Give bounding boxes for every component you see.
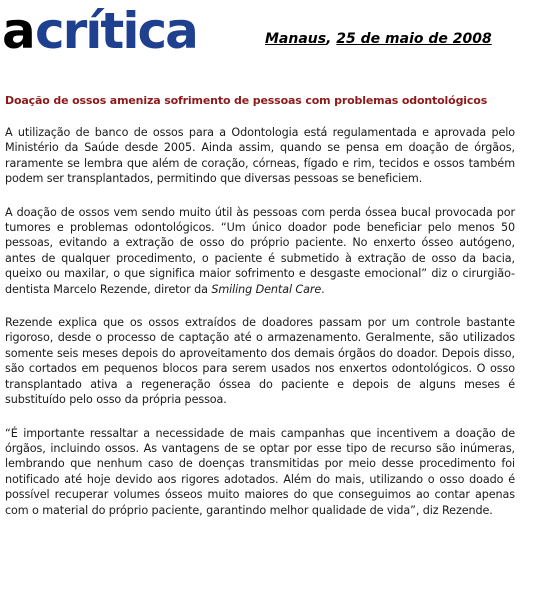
company-name: Smiling Dental Care bbox=[211, 282, 322, 296]
logo-wordmark-rest: crítica bbox=[35, 2, 197, 60]
dateline-city: Manaus bbox=[265, 31, 327, 47]
article-body bbox=[5, 125, 515, 536]
dateline: Manaus, 25 de maio de 2008 bbox=[265, 31, 492, 47]
logo-letter-a: a bbox=[2, 2, 34, 60]
article-paragraph-4: “É importante ressaltar a necessidade de mais campanhas que incentivem a doação de órgãos, incluindo ossos. As vantagens de se optar por esse tipo de recurso são inúmeras, lembrando que nenhum caso de doenças transmitidas por meio desse procedimento foi notificado até hoje devido aos rigores adotados. Além do mais, utilizando o osso doado é possível recuperar volumes ósseos muito maiores do que conseguimos ao contar apenas com o material do próprio paciente, garantindo melhor qualidade de vida”, diz Rezende. bbox=[5, 426, 515, 517]
article-paragraph-3: Rezende explica que os ossos extraídos de doadores passam por um controle bastante rigoroso, desde o processo de captação até o armazenamento. Geralmente, são utilizados somente seis meses depois do aproveitamento dos demais órgãos do doador. Depois disso, são cortados em pequenos blocos para serem usados nos enxertos odontológicos. O osso transplantado ativa a regeneração óssea do paciente e depois de alguns meses é substituído pelo osso da própria pessoa. bbox=[5, 316, 515, 407]
article-paragraph-2-text: A doação de ossos vem sendo muito útil às pessoas com perda óssea bucal provocada por tumores e problemas odontológicos. “Um único doador pode beneficiar pelo menos 50 pessoas, evitando a extração de osso do próprio paciente. No enxerto ósseo autógeno, antes de qualquer procedimento, o paciente é submetido à extração de osso da bacia, queixo ou maxilar, o que significa maior sofrimento e desgaste emocional” diz o cirurgião-dentista Marcelo Rezende, diretor da bbox=[5, 205, 515, 296]
article-paragraph-1: A utilização de banco de ossos para a Odontologia está regulamentada e aprovada pelo Ministério da Saúde desde 2005. Ainda assim, quando se pensa em doação de órgãos, raramente se lembra que além de coração, córneas, fígado e rim, tecidos e ossos também podem ser transplantados, permitindo que diversas pessoas se beneficiem. bbox=[5, 126, 515, 186]
article-paragraph-2 bbox=[5, 205, 515, 297]
article-headline: Doação de ossos ameniza sofrimento de pessoas com problemas odontológicos bbox=[5, 94, 488, 107]
newspaper-logo[interactable] bbox=[2, 4, 252, 62]
company-suffix: . bbox=[321, 282, 325, 296]
masthead bbox=[0, 0, 535, 66]
logo-wordmark bbox=[2, 4, 252, 62]
dateline-date: 25 de maio de 2008 bbox=[336, 31, 492, 47]
